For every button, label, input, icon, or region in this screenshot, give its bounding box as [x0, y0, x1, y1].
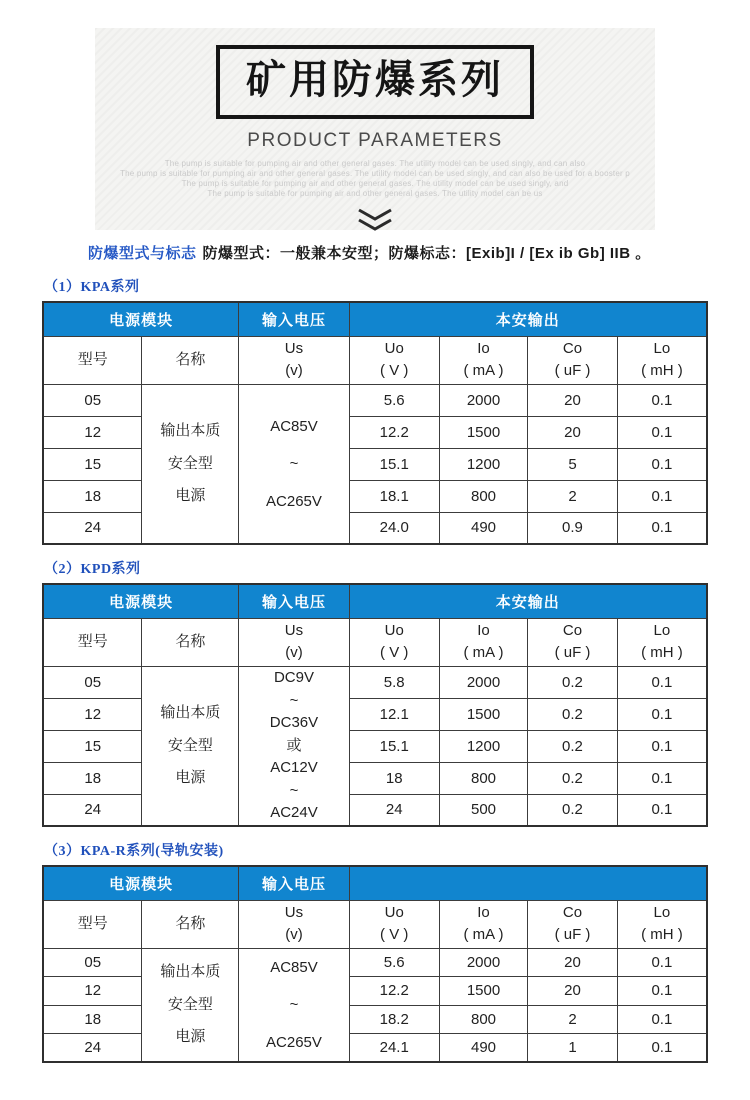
- group-header-input-voltage: 输入电压: [239, 584, 349, 618]
- cell-model: 18: [43, 1005, 142, 1034]
- col-header-us: Us (v): [239, 336, 349, 384]
- cell-io: 2000: [439, 384, 527, 416]
- table-column-header-row: [43, 336, 707, 384]
- kpa-r-series-table: [42, 865, 708, 1063]
- cell-io: 1200: [439, 448, 527, 480]
- section-title-kpd: （2）KPD系列: [44, 562, 141, 577]
- cell-uo: 15.1: [349, 730, 439, 762]
- cell-name: 输出本质 安全型 电源: [142, 384, 239, 544]
- kpa-series-table: [42, 301, 708, 545]
- col-header-io: Io ( mA ): [439, 618, 527, 666]
- table-column-header-row: [43, 900, 707, 948]
- cell-co: 20: [528, 416, 618, 448]
- description-line: The pump is suitable for pumping air and other general gases. The utility model can be used singly, and can also be used for a booster p: [120, 169, 630, 178]
- col-header-uo: Uo ( V ): [349, 900, 439, 948]
- cell-lo: 0.1: [617, 480, 707, 512]
- cell-lo: 0.1: [617, 1034, 707, 1063]
- table-group-header-row: [43, 302, 707, 336]
- cell-model: 05: [43, 948, 142, 977]
- cell-uo: 12.1: [349, 698, 439, 730]
- cell-lo: 0.1: [617, 948, 707, 977]
- cell-uo: 24.1: [349, 1034, 439, 1063]
- cell-model: 24: [43, 512, 142, 544]
- cell-model: 18: [43, 762, 142, 794]
- cell-lo: 0.1: [617, 698, 707, 730]
- cell-model: 18: [43, 480, 142, 512]
- col-header-model: 型号: [43, 618, 142, 666]
- kpd-series-table: [42, 583, 708, 827]
- group-header-input-voltage: 输入电压: [239, 866, 349, 900]
- table-column-header-row: [43, 618, 707, 666]
- description-line: The pump is suitable for pumping air and other general gases. The utility model can be us: [207, 189, 543, 198]
- col-header-uo: Uo ( V ): [349, 336, 439, 384]
- col-header-us: Us (v): [239, 900, 349, 948]
- cell-model: 15: [43, 448, 142, 480]
- col-header-name: 名称: [142, 900, 239, 948]
- cell-lo: 0.1: [617, 977, 707, 1006]
- col-header-io: Io ( mA ): [439, 900, 527, 948]
- description-line: The pump is suitable for pumping air and other general gases. The utility model can be used singly, and: [181, 179, 569, 188]
- col-header-lo: Lo ( mH ): [617, 336, 707, 384]
- cell-uo: 18.1: [349, 480, 439, 512]
- explosion-proof-type-line: [88, 242, 750, 263]
- cell-co: 2: [528, 1005, 618, 1034]
- cell-name: 输出本质 安全型 电源: [142, 948, 239, 1062]
- cell-io: 500: [439, 794, 527, 826]
- cell-lo: 0.1: [617, 384, 707, 416]
- page-subtitle: PRODUCT PARAMETERS: [247, 130, 503, 151]
- description-text: [95, 159, 655, 199]
- cell-co: 20: [528, 977, 618, 1006]
- cell-uo: 15.1: [349, 448, 439, 480]
- explosion-proof-text: 防爆型式：一般兼本安型；防爆标志：[Exib]I / [Ex ib Gb] IIB 。: [202, 245, 651, 262]
- cell-model: 24: [43, 1034, 142, 1063]
- page-title: 矿用防爆系列: [216, 45, 534, 119]
- col-header-model: 型号: [43, 336, 142, 384]
- col-header-co: Co ( uF ): [528, 900, 618, 948]
- cell-model: 24: [43, 794, 142, 826]
- cell-us-range: AC85V ~ AC265V: [239, 384, 349, 544]
- section-title-kpa-r: （3）KPA-R系列(导轨安装): [44, 844, 224, 859]
- cell-io: 490: [439, 512, 527, 544]
- cell-name: 输出本质 安全型 电源: [142, 666, 239, 826]
- col-header-uo: Uo ( V ): [349, 618, 439, 666]
- cell-lo: 0.1: [617, 666, 707, 698]
- cell-us-range: AC85V ~ AC265V: [239, 948, 349, 1062]
- cell-co: 0.2: [528, 762, 618, 794]
- double-chevron-down-icon: [95, 208, 655, 239]
- cell-lo: 0.1: [617, 762, 707, 794]
- cell-io: 2000: [439, 666, 527, 698]
- group-header-is-output: 本安输出: [349, 302, 707, 336]
- cell-co: 1: [528, 1034, 618, 1063]
- cell-io: 1500: [439, 977, 527, 1006]
- col-header-lo: Lo ( mH ): [617, 618, 707, 666]
- section-title-kpa: （1）KPA系列: [44, 280, 140, 295]
- group-header-power-module: 电源模块: [43, 866, 239, 900]
- group-header-is-output-empty: [349, 866, 707, 900]
- cell-model: 15: [43, 730, 142, 762]
- cell-co: 0.9: [528, 512, 618, 544]
- group-header-is-output: 本安输出: [349, 584, 707, 618]
- cell-uo: 18.2: [349, 1005, 439, 1034]
- cell-uo: 12.2: [349, 416, 439, 448]
- table-row: [43, 948, 707, 977]
- cell-lo: 0.1: [617, 512, 707, 544]
- col-header-name: 名称: [142, 336, 239, 384]
- header-banner: [95, 28, 655, 230]
- cell-io: 1500: [439, 416, 527, 448]
- cell-io: 490: [439, 1034, 527, 1063]
- cell-lo: 0.1: [617, 730, 707, 762]
- cell-co: 2: [528, 480, 618, 512]
- cell-us-range: DC9V ~ DC36V 或 AC12V ~ AC24V: [239, 666, 349, 826]
- cell-uo: 5.6: [349, 384, 439, 416]
- col-header-model: 型号: [43, 900, 142, 948]
- table-row: [43, 666, 707, 698]
- cell-co: 0.2: [528, 794, 618, 826]
- cell-uo: 24: [349, 794, 439, 826]
- cell-uo: 18: [349, 762, 439, 794]
- cell-co: 5: [528, 448, 618, 480]
- col-header-us: Us (v): [239, 618, 349, 666]
- cell-co: 0.2: [528, 666, 618, 698]
- col-header-name: 名称: [142, 618, 239, 666]
- group-header-power-module: 电源模块: [43, 584, 239, 618]
- cell-model: 12: [43, 416, 142, 448]
- description-line: The pump is suitable for pumping air and other general gases. The utility model can be used singly, and can also: [164, 159, 586, 168]
- cell-model: 05: [43, 666, 142, 698]
- table-group-header-row: [43, 584, 707, 618]
- cell-lo: 0.1: [617, 1005, 707, 1034]
- cell-lo: 0.1: [617, 416, 707, 448]
- col-header-co: Co ( uF ): [528, 336, 618, 384]
- cell-lo: 0.1: [617, 448, 707, 480]
- cell-io: 800: [439, 480, 527, 512]
- cell-lo: 0.1: [617, 794, 707, 826]
- cell-io: 800: [439, 1005, 527, 1034]
- explosion-proof-label: 防爆型式与标志: [88, 245, 197, 262]
- table-row: [43, 384, 707, 416]
- group-header-input-voltage: 输入电压: [239, 302, 349, 336]
- cell-co: 0.2: [528, 698, 618, 730]
- cell-io: 800: [439, 762, 527, 794]
- cell-model: 05: [43, 384, 142, 416]
- group-header-power-module: 电源模块: [43, 302, 239, 336]
- cell-io: 1200: [439, 730, 527, 762]
- col-header-io: Io ( mA ): [439, 336, 527, 384]
- cell-co: 0.2: [528, 730, 618, 762]
- cell-co: 20: [528, 948, 618, 977]
- cell-io: 1500: [439, 698, 527, 730]
- cell-io: 2000: [439, 948, 527, 977]
- table-group-header-row: [43, 866, 707, 900]
- col-header-co: Co ( uF ): [528, 618, 618, 666]
- cell-uo: 5.8: [349, 666, 439, 698]
- cell-uo: 24.0: [349, 512, 439, 544]
- col-header-lo: Lo ( mH ): [617, 900, 707, 948]
- cell-co: 20: [528, 384, 618, 416]
- cell-model: 12: [43, 977, 142, 1006]
- cell-uo: 5.6: [349, 948, 439, 977]
- cell-model: 12: [43, 698, 142, 730]
- cell-uo: 12.2: [349, 977, 439, 1006]
